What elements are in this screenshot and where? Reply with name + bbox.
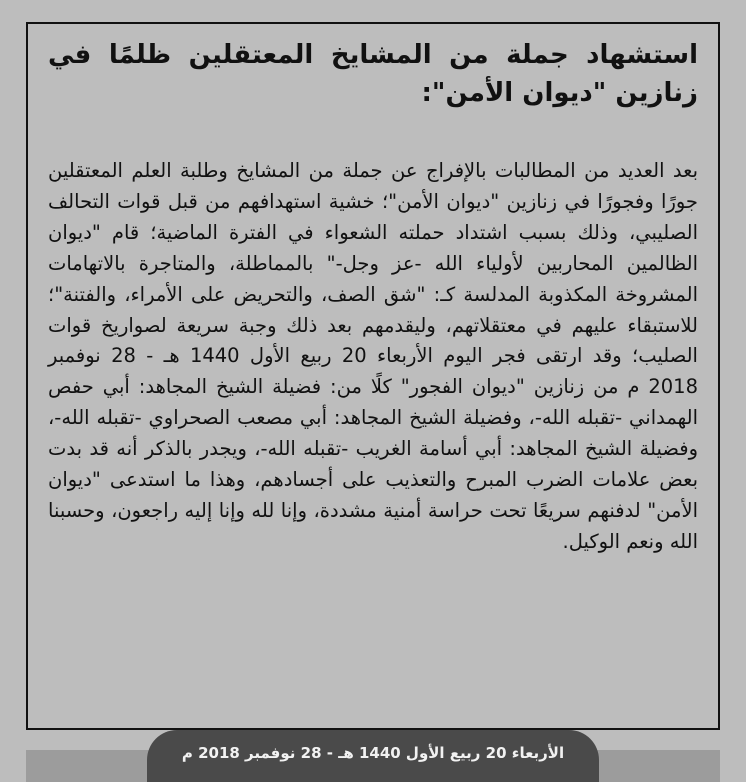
article-headline: استشهاد جملة من المشايخ المعتقلين ظلمًا في زنازين "ديوان الأمن": [48, 40, 698, 108]
footer-date: الأربعاء 20 ربيع الأول 1440 هـ - 28 نوفمبر 2018 م [147, 730, 599, 782]
article [48, 36, 698, 558]
article-body: بعد العديد من المطالبات بالإفراج عن جملة من المشايخ وطلبة العلم المعتقلين جورًا وفجورًا في زنازين "ديوان الأمن"؛ خشية استهدافهم من قبل قوات التحالف الصليبي، وذلك بسبب اشتداد حملته الشعواء في الفترة الماضية؛ قام "ديوان الظالمين المحاربين لأولياء الله -عز وجل-" بالمماطلة، والمتاجرة بالاتهامات المشروخة المكذوبة المدلسة كـ: "شق الصف، والتحريض على الأمراء، والفتنة"؛ للاستبقاء عليهم في معتقلاتهم، وليقدمهم بعد ذلك وجبة سريعة لصواريخ قوات الصليب؛ وقد ارتقى فجر اليوم الأربعاء 20 ربيع الأول 1440 هـ - 28 نوفمبر 2018 م من زنازين "ديوان الفجور" كلًا من: فضيلة الشيخ المجاهد: أبي حفص الهمداني -تقبله الله-، وفضيلة الشيخ المجاهد: أبي مصعب الصحراوي -تقبله الله-، وفضيلة الشيخ المجاهد: أبي أسامة الغريب -تقبله الله-، ويجدر بالذكر أنه قد بدت بعض علامات الضرب المبرح والتعذيب على أجسادهم، وهذا ما استدعى "ديوان الأمن" لدفنهم سريعًا تحت حراسة أمنية مشددة، وإنا لله وإنا إليه راجعون، وحسبنا الله ونعم الوكيل. [48, 159, 698, 553]
